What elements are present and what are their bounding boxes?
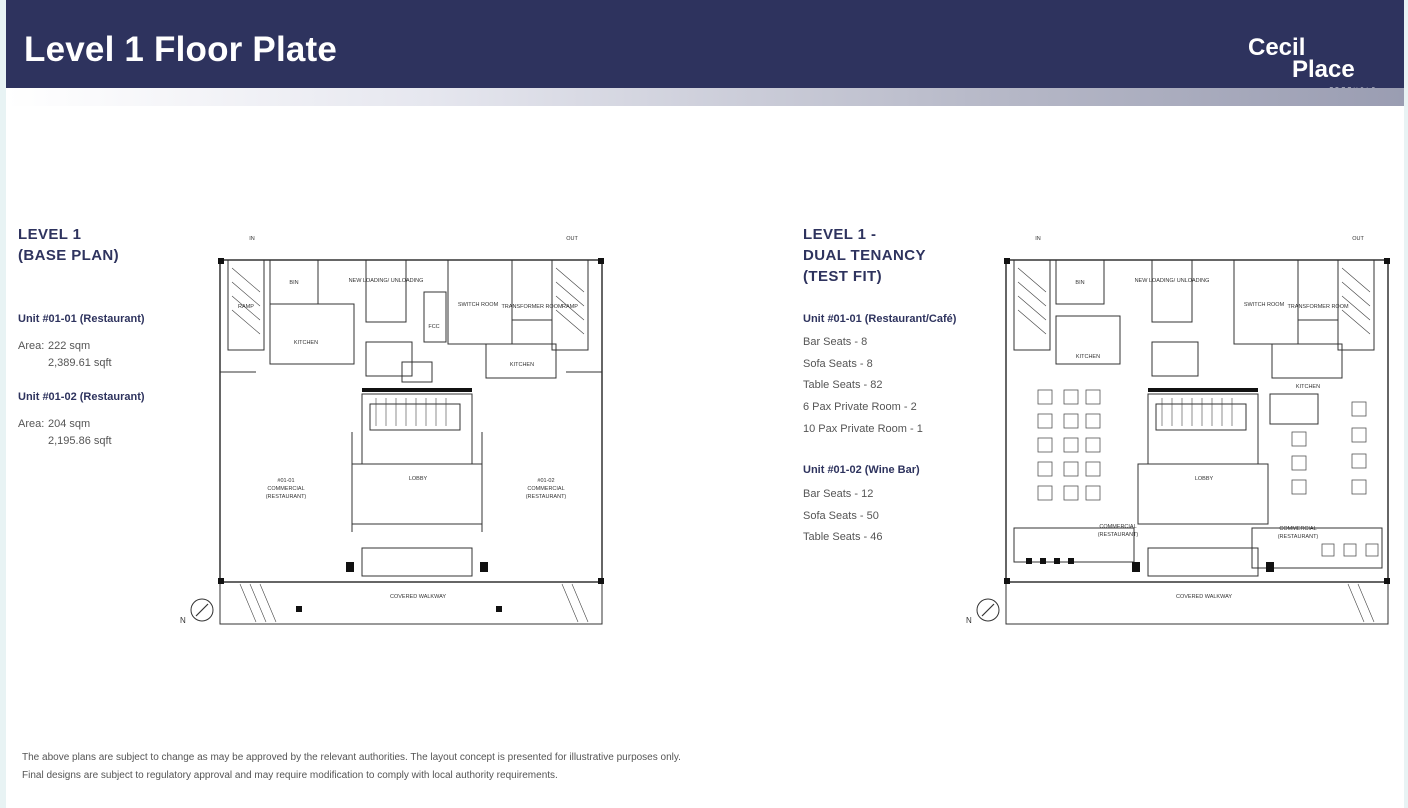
test-fit-floorplan	[952, 232, 1392, 630]
plan-bin-label: BIN	[289, 280, 299, 286]
plan-walkway-label: COVERED WALKWAY	[389, 594, 447, 600]
base-plan-floorplan	[166, 232, 606, 630]
plan-unit-01-label: #01-01	[277, 478, 295, 484]
right-unit1-item: 6 Pax Private Room - 2	[803, 401, 917, 413]
left-unit1-area-label: Area:	[18, 340, 45, 352]
right-heading	[803, 224, 926, 287]
plan-kitchen-label: KITCHEN	[509, 362, 535, 368]
plan-north-label: N	[180, 616, 186, 625]
plan-lobby-label: LOBBY	[408, 476, 428, 482]
plan-in-label: IN	[249, 236, 255, 242]
plan-unit-02-label: #01-02	[537, 478, 555, 484]
plan-ramp-label: RAMP	[562, 304, 578, 310]
logo-word-1: Cecil	[1248, 34, 1306, 61]
header-fade	[6, 88, 1404, 106]
plan-transformer-label: TRANSFORMER ROOM	[501, 304, 563, 310]
plan-bin-label: BIN	[1075, 280, 1085, 286]
page	[6, 0, 1404, 808]
right-unit1-item: Table Seats - 82	[803, 379, 883, 391]
plan-kitchen-label: KITCHEN	[1075, 354, 1101, 360]
cecil-place-logo	[1234, 22, 1384, 94]
page-title: Level 1 Floor Plate	[24, 30, 338, 69]
plan-restaurant-label: (RESTAURANT)	[525, 494, 567, 500]
logo-word-2: Place	[1292, 56, 1355, 83]
right-unit2-item: Sofa Seats - 50	[803, 510, 879, 522]
left-unit1-area-sqm: 222 sqm	[48, 340, 91, 352]
plan-restaurant-label: (RESTAURANT)	[1097, 532, 1139, 538]
disclaimer-line-1: The above plans are subject to change as may be approved by the relevant authorities. The layout concept is presented for illustrative purposes only.	[22, 752, 681, 763]
plan-walkway-label: COVERED WALKWAY	[1175, 594, 1233, 600]
plan-out-label: OUT	[566, 236, 578, 242]
plan-ramp-label: RAMP	[238, 304, 254, 310]
right-unit1-item: Sofa Seats - 8	[803, 358, 873, 370]
plan-kitchen-label: KITCHEN	[1295, 384, 1321, 390]
left-unit2-title: Unit #01-02 (Restaurant)	[18, 391, 145, 403]
plan-commercial-label: COMMERCIAL	[267, 486, 305, 492]
left-heading-line-1: LEVEL 1	[18, 226, 82, 243]
right-heading-line-3: (TEST FIT)	[803, 268, 882, 285]
left-unit2-area-label: Area:	[18, 418, 45, 430]
plan-loading-label: NEW LOADING/ UNLOADING	[348, 278, 424, 284]
left-heading	[18, 224, 119, 266]
right-unit2-item: Table Seats - 46	[803, 531, 883, 543]
right-unit2-item: Bar Seats - 12	[803, 488, 874, 500]
disclaimer-line-2: Final designs are subject to regulatory approval and may require modification to comply with local authority requirements.	[22, 770, 558, 781]
plan-fcc-label: FCC	[428, 324, 440, 330]
left-unit1-area-sqft: 2,389.61 sqft	[48, 357, 112, 369]
plan-switch-label: SWITCH ROOM	[457, 302, 499, 308]
plan-transformer-label: TRANSFORMER ROOM	[1287, 304, 1349, 310]
left-unit2-area-sqft: 2,195.86 sqft	[48, 435, 112, 447]
left-unit2-area-sqm: 204 sqm	[48, 418, 91, 430]
header-bar	[6, 0, 1404, 88]
right-heading-line-2: DUAL TENANCY	[803, 247, 926, 264]
right-unit1-item: 10 Pax Private Room - 1	[803, 423, 923, 435]
plan-commercial-label: COMMERCIAL	[527, 486, 565, 492]
right-unit2-title: Unit #01-02 (Wine Bar)	[803, 464, 920, 476]
plan-commercial-label: COMMERCIAL	[1099, 524, 1137, 530]
right-unit1-item: Bar Seats - 8	[803, 336, 868, 348]
plan-in-label: IN	[1035, 236, 1041, 242]
plan-kitchen-label: KITCHEN	[293, 340, 319, 346]
plan-restaurant-label: (RESTAURANT)	[1277, 534, 1319, 540]
plan-commercial-label: COMMERCIAL	[1279, 526, 1317, 532]
left-unit1-title: Unit #01-01 (Restaurant)	[18, 313, 145, 325]
plan-loading-label: NEW LOADING/ UNLOADING	[1134, 278, 1210, 284]
left-heading-line-2: (BASE PLAN)	[18, 247, 120, 264]
plan-restaurant-label: (RESTAURANT)	[265, 494, 307, 500]
plan-switch-label: SWITCH ROOM	[1243, 302, 1285, 308]
right-unit1-title: Unit #01-01 (Restaurant/Café)	[803, 313, 957, 325]
plan-lobby-label: LOBBY	[1194, 476, 1214, 482]
right-heading-line-1: LEVEL 1 -	[803, 226, 877, 243]
plan-north-label: N	[966, 616, 972, 625]
plan-out-label: OUT	[1352, 236, 1364, 242]
